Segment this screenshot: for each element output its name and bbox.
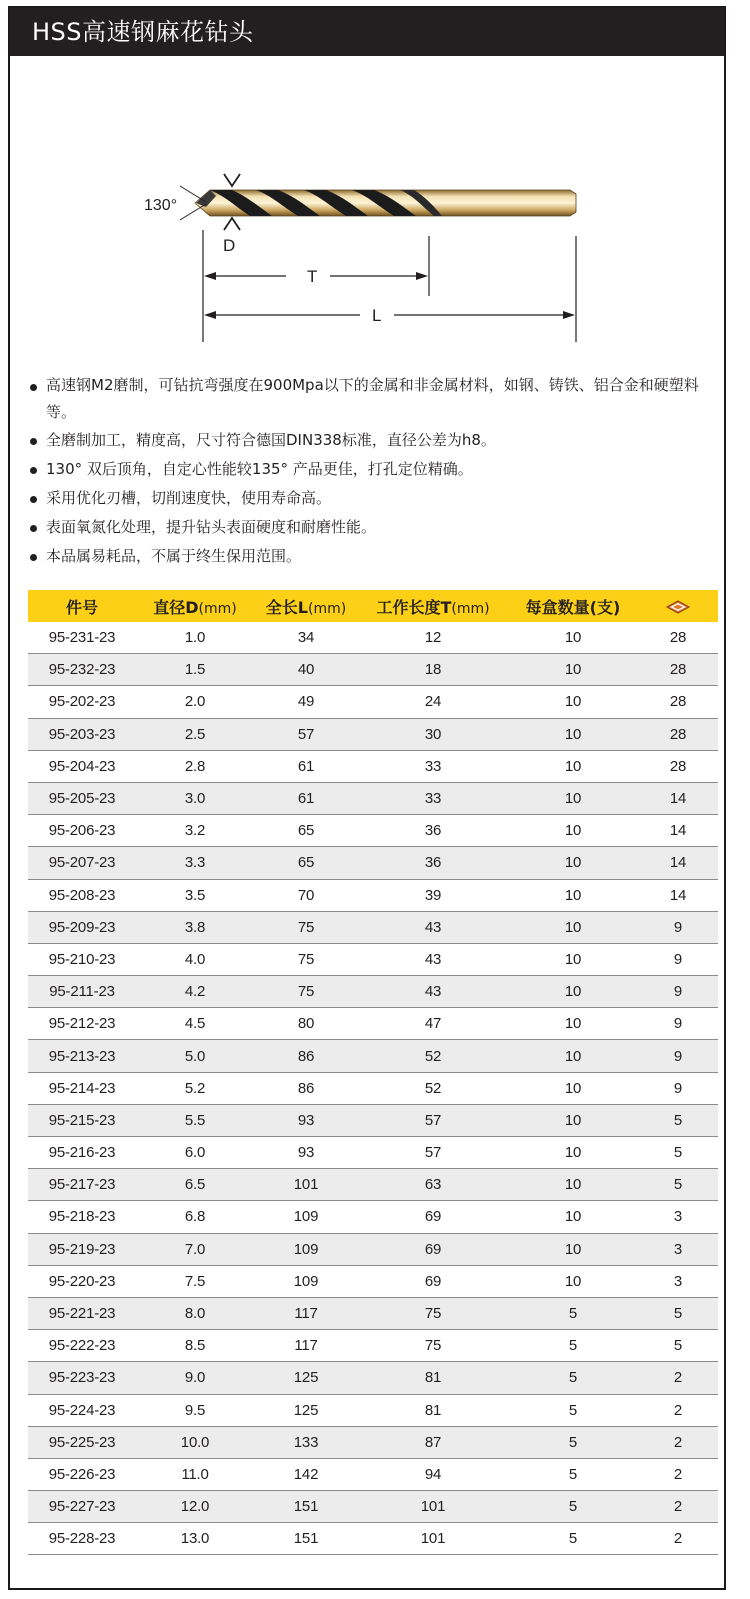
cell-working-length: 57 — [358, 1137, 508, 1169]
cell-diameter: 5.2 — [136, 1072, 254, 1104]
table-row — [28, 1394, 718, 1426]
cell-box-qty: 2 — [638, 1362, 718, 1394]
cell-diameter: 3.0 — [136, 782, 254, 814]
cell-total-length: 57 — [254, 718, 358, 750]
cell-total-length: 109 — [254, 1233, 358, 1265]
table-row — [28, 1040, 718, 1072]
cell-qty-per-box: 10 — [508, 686, 638, 718]
cell-working-length: 36 — [358, 815, 508, 847]
cell-diameter: 3.2 — [136, 815, 254, 847]
cell-total-length: 151 — [254, 1491, 358, 1523]
cell-qty-per-box: 5 — [508, 1426, 638, 1458]
cell-diameter: 6.0 — [136, 1137, 254, 1169]
cell-part-number: 95-214-23 — [28, 1072, 136, 1104]
cell-qty-per-box: 10 — [508, 1169, 638, 1201]
cell-part-number: 95-218-23 — [28, 1201, 136, 1233]
table-row — [28, 750, 718, 782]
title-bar — [10, 8, 724, 56]
table-row — [28, 622, 718, 654]
cell-part-number: 95-224-23 — [28, 1394, 136, 1426]
cell-diameter: 3.5 — [136, 879, 254, 911]
cell-diameter: 13.0 — [136, 1523, 254, 1555]
cell-working-length: 69 — [358, 1265, 508, 1297]
cell-total-length: 101 — [254, 1169, 358, 1201]
header-total-length: 全长L(mm) — [254, 590, 358, 622]
cell-qty-per-box: 10 — [508, 1201, 638, 1233]
cell-diameter: 3.8 — [136, 911, 254, 943]
header-diameter: 直径D(mm) — [136, 590, 254, 622]
cell-part-number: 95-207-23 — [28, 847, 136, 879]
cell-working-length: 75 — [358, 1297, 508, 1329]
carton-box-icon — [665, 598, 691, 616]
cell-box-qty: 9 — [638, 943, 718, 975]
cell-total-length: 125 — [254, 1394, 358, 1426]
cell-part-number: 95-208-23 — [28, 879, 136, 911]
cell-working-length: 63 — [358, 1169, 508, 1201]
cell-part-number: 95-221-23 — [28, 1297, 136, 1329]
cell-working-length: 87 — [358, 1426, 508, 1458]
cell-working-length: 94 — [358, 1458, 508, 1490]
table-row — [28, 1233, 718, 1265]
table-row — [28, 1362, 718, 1394]
cell-total-length: 61 — [254, 782, 358, 814]
cell-box-qty: 5 — [638, 1137, 718, 1169]
header-carton — [638, 590, 718, 622]
table-row — [28, 911, 718, 943]
header-working-length: 工作长度T(mm) — [358, 590, 508, 622]
cell-qty-per-box: 10 — [508, 815, 638, 847]
cell-working-length: 43 — [358, 943, 508, 975]
cell-diameter: 4.2 — [136, 976, 254, 1008]
cell-working-length: 69 — [358, 1233, 508, 1265]
cell-working-length: 43 — [358, 976, 508, 1008]
cell-working-length: 36 — [358, 847, 508, 879]
cell-diameter: 7.0 — [136, 1233, 254, 1265]
cell-diameter: 4.5 — [136, 1008, 254, 1040]
cell-qty-per-box: 10 — [508, 879, 638, 911]
cell-diameter: 3.3 — [136, 847, 254, 879]
cell-working-length: 30 — [358, 718, 508, 750]
cell-box-qty: 5 — [638, 1104, 718, 1136]
cell-diameter: 7.5 — [136, 1265, 254, 1297]
feature-item: 本品属易耗品，不属于终生保用范围。 — [28, 542, 718, 571]
feature-item: 表面氧氮化处理，提升钻头表面硬度和耐磨性能。 — [28, 513, 718, 542]
cell-working-length: 52 — [358, 1072, 508, 1104]
cell-qty-per-box: 10 — [508, 1072, 638, 1104]
table-header-row — [28, 590, 718, 622]
cell-total-length: 75 — [254, 911, 358, 943]
cell-total-length: 151 — [254, 1523, 358, 1555]
cell-working-length: 24 — [358, 686, 508, 718]
cell-box-qty: 28 — [638, 686, 718, 718]
cell-qty-per-box: 10 — [508, 1137, 638, 1169]
cell-working-length: 75 — [358, 1330, 508, 1362]
cell-total-length: 40 — [254, 654, 358, 686]
cell-working-length: 52 — [358, 1040, 508, 1072]
cell-total-length: 86 — [254, 1072, 358, 1104]
cell-diameter: 5.0 — [136, 1040, 254, 1072]
cell-working-length: 33 — [358, 782, 508, 814]
cell-box-qty: 9 — [638, 1008, 718, 1040]
cell-qty-per-box: 10 — [508, 1233, 638, 1265]
cell-total-length: 125 — [254, 1362, 358, 1394]
table-row — [28, 782, 718, 814]
cell-total-length: 65 — [254, 815, 358, 847]
feature-item: 采用优化刃槽，切削速度快，使用寿命高。 — [28, 484, 718, 513]
cell-working-length: 18 — [358, 654, 508, 686]
feature-item: 全磨制加工，精度高，尺寸符合德国DIN338标准，直径公差为h8。 — [28, 426, 718, 455]
cell-part-number: 95-216-23 — [28, 1137, 136, 1169]
cell-total-length: 34 — [254, 622, 358, 654]
table-row — [28, 1201, 718, 1233]
cell-total-length: 109 — [254, 1265, 358, 1297]
spec-table — [28, 590, 718, 1555]
cell-qty-per-box: 5 — [508, 1523, 638, 1555]
cell-box-qty: 28 — [638, 654, 718, 686]
cell-part-number: 95-202-23 — [28, 686, 136, 718]
cell-box-qty: 2 — [638, 1426, 718, 1458]
cell-box-qty: 28 — [638, 750, 718, 782]
table-row — [28, 1104, 718, 1136]
cell-box-qty: 9 — [638, 1040, 718, 1072]
cell-qty-per-box: 10 — [508, 1265, 638, 1297]
cell-part-number: 95-225-23 — [28, 1426, 136, 1458]
cell-diameter: 2.8 — [136, 750, 254, 782]
cell-part-number: 95-210-23 — [28, 943, 136, 975]
table-row — [28, 1426, 718, 1458]
cell-part-number: 95-209-23 — [28, 911, 136, 943]
cell-part-number: 95-227-23 — [28, 1491, 136, 1523]
table-row — [28, 1330, 718, 1362]
cell-box-qty: 28 — [638, 718, 718, 750]
cell-total-length: 61 — [254, 750, 358, 782]
cell-total-length: 49 — [254, 686, 358, 718]
cell-qty-per-box: 5 — [508, 1458, 638, 1490]
cell-box-qty: 9 — [638, 976, 718, 1008]
cell-qty-per-box: 5 — [508, 1394, 638, 1426]
table-row — [28, 1491, 718, 1523]
cell-box-qty: 2 — [638, 1523, 718, 1555]
table-row — [28, 1458, 718, 1490]
drill-bit-illustration — [195, 190, 576, 216]
cell-qty-per-box: 10 — [508, 1104, 638, 1136]
cell-qty-per-box: 10 — [508, 976, 638, 1008]
cell-qty-per-box: 10 — [508, 654, 638, 686]
table-row — [28, 1137, 718, 1169]
cell-part-number: 95-228-23 — [28, 1523, 136, 1555]
cell-qty-per-box: 10 — [508, 782, 638, 814]
feature-item: 130° 双后顶角，自定心性能较135° 产品更佳，打孔定位精确。 — [28, 455, 718, 484]
cell-box-qty: 28 — [638, 622, 718, 654]
cell-working-length: 101 — [358, 1523, 508, 1555]
cell-diameter: 6.8 — [136, 1201, 254, 1233]
cell-box-qty: 9 — [638, 1072, 718, 1104]
cell-box-qty: 3 — [638, 1233, 718, 1265]
table-row — [28, 1523, 718, 1555]
cell-diameter: 8.5 — [136, 1330, 254, 1362]
cell-working-length: 57 — [358, 1104, 508, 1136]
cell-diameter: 1.5 — [136, 654, 254, 686]
cell-qty-per-box: 10 — [508, 750, 638, 782]
cell-qty-per-box: 5 — [508, 1362, 638, 1394]
cell-box-qty: 2 — [638, 1458, 718, 1490]
cell-part-number: 95-205-23 — [28, 782, 136, 814]
cell-part-number: 95-232-23 — [28, 654, 136, 686]
cell-working-length: 81 — [358, 1394, 508, 1426]
l-dimension-line — [204, 311, 575, 319]
cell-part-number: 95-215-23 — [28, 1104, 136, 1136]
table-row — [28, 1072, 718, 1104]
cell-part-number: 95-220-23 — [28, 1265, 136, 1297]
cell-working-length: 47 — [358, 1008, 508, 1040]
cell-box-qty: 14 — [638, 847, 718, 879]
cell-box-qty: 5 — [638, 1297, 718, 1329]
cell-total-length: 75 — [254, 976, 358, 1008]
cell-diameter: 9.0 — [136, 1362, 254, 1394]
page-title: HSS高速钢麻花钻头 — [32, 18, 254, 46]
table-row — [28, 879, 718, 911]
cell-diameter: 8.0 — [136, 1297, 254, 1329]
cell-box-qty: 2 — [638, 1491, 718, 1523]
header-qty-per-box: 每盒数量(支) — [508, 590, 638, 622]
table-row — [28, 1169, 718, 1201]
cell-total-length: 142 — [254, 1458, 358, 1490]
table-row — [28, 815, 718, 847]
cell-part-number: 95-222-23 — [28, 1330, 136, 1362]
cell-working-length: 12 — [358, 622, 508, 654]
cell-box-qty: 14 — [638, 879, 718, 911]
table-row — [28, 654, 718, 686]
cell-total-length: 86 — [254, 1040, 358, 1072]
cell-box-qty: 14 — [638, 782, 718, 814]
cell-working-length: 81 — [358, 1362, 508, 1394]
cell-part-number: 95-217-23 — [28, 1169, 136, 1201]
cell-diameter: 12.0 — [136, 1491, 254, 1523]
table-row — [28, 1297, 718, 1329]
table-row — [28, 943, 718, 975]
cell-part-number: 95-206-23 — [28, 815, 136, 847]
table-body — [28, 622, 718, 1555]
cell-box-qty: 2 — [638, 1394, 718, 1426]
header-part-number: 件号 — [28, 590, 136, 622]
cell-working-length: 69 — [358, 1201, 508, 1233]
cell-qty-per-box: 10 — [508, 943, 638, 975]
cell-part-number: 95-231-23 — [28, 622, 136, 654]
cell-total-length: 93 — [254, 1104, 358, 1136]
cell-qty-per-box: 5 — [508, 1297, 638, 1329]
cell-diameter: 4.0 — [136, 943, 254, 975]
tip-angle-label: 130° — [144, 197, 178, 214]
cell-part-number: 95-219-23 — [28, 1233, 136, 1265]
cell-total-length: 117 — [254, 1297, 358, 1329]
cell-part-number: 95-203-23 — [28, 718, 136, 750]
cell-box-qty: 5 — [638, 1169, 718, 1201]
cell-part-number: 95-211-23 — [28, 976, 136, 1008]
cell-box-qty: 14 — [638, 815, 718, 847]
cell-diameter: 9.5 — [136, 1394, 254, 1426]
cell-part-number: 95-204-23 — [28, 750, 136, 782]
product-sheet — [8, 6, 726, 1590]
cell-total-length: 70 — [254, 879, 358, 911]
cell-box-qty: 3 — [638, 1265, 718, 1297]
cell-total-length: 109 — [254, 1201, 358, 1233]
cell-box-qty: 3 — [638, 1201, 718, 1233]
drill-bit-diagram — [10, 56, 724, 356]
cell-qty-per-box: 10 — [508, 1040, 638, 1072]
table-row — [28, 1008, 718, 1040]
diameter-label: D — [223, 236, 236, 255]
cell-part-number: 95-223-23 — [28, 1362, 136, 1394]
cell-diameter: 11.0 — [136, 1458, 254, 1490]
table-row — [28, 976, 718, 1008]
cell-part-number: 95-226-23 — [28, 1458, 136, 1490]
cell-diameter: 6.5 — [136, 1169, 254, 1201]
cell-working-length: 39 — [358, 879, 508, 911]
cell-total-length: 133 — [254, 1426, 358, 1458]
feature-list — [28, 372, 718, 571]
cell-diameter: 2.5 — [136, 718, 254, 750]
cell-part-number: 95-212-23 — [28, 1008, 136, 1040]
cell-qty-per-box: 5 — [508, 1491, 638, 1523]
cell-working-length: 101 — [358, 1491, 508, 1523]
t-label: T — [307, 267, 318, 286]
cell-box-qty: 5 — [638, 1330, 718, 1362]
cell-qty-per-box: 10 — [508, 622, 638, 654]
cell-qty-per-box: 5 — [508, 1330, 638, 1362]
cell-total-length: 80 — [254, 1008, 358, 1040]
cell-working-length: 33 — [358, 750, 508, 782]
cell-qty-per-box: 10 — [508, 718, 638, 750]
cell-diameter: 1.0 — [136, 622, 254, 654]
cell-qty-per-box: 10 — [508, 1008, 638, 1040]
l-label: L — [372, 306, 382, 325]
cell-qty-per-box: 10 — [508, 911, 638, 943]
feature-item: 高速钢M2磨制，可钻抗弯强度在900Mpa以下的金属和非金属材料，如钢、铸铁、铝合金和硬塑料等。 — [28, 372, 718, 426]
table-row — [28, 718, 718, 750]
cell-part-number: 95-213-23 — [28, 1040, 136, 1072]
cell-diameter: 10.0 — [136, 1426, 254, 1458]
table-row — [28, 847, 718, 879]
table-row — [28, 686, 718, 718]
cell-total-length: 117 — [254, 1330, 358, 1362]
cell-diameter: 2.0 — [136, 686, 254, 718]
cell-working-length: 43 — [358, 911, 508, 943]
cell-total-length: 93 — [254, 1137, 358, 1169]
cell-diameter: 5.5 — [136, 1104, 254, 1136]
cell-qty-per-box: 10 — [508, 847, 638, 879]
cell-total-length: 75 — [254, 943, 358, 975]
cell-box-qty: 9 — [638, 911, 718, 943]
table-row — [28, 1265, 718, 1297]
cell-total-length: 65 — [254, 847, 358, 879]
